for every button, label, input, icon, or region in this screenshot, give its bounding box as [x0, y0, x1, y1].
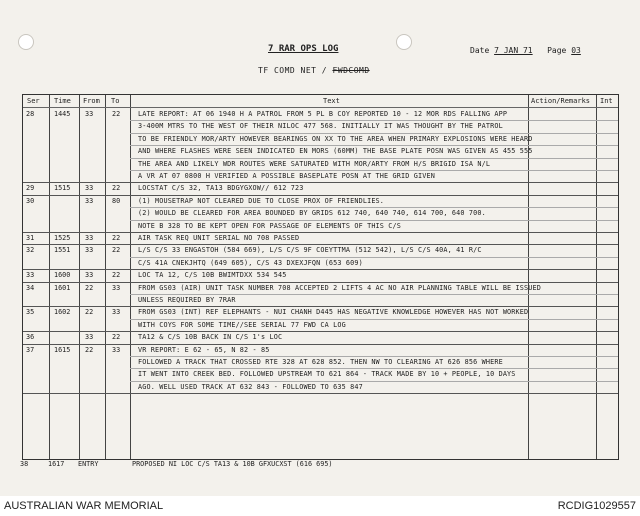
row-text-line: AND WHERE FLASHES WERE SEEN INDICATED EN MORS (60MM) THE BASE PLATE POSN WAS GIVEN AS 455 555: [138, 147, 533, 156]
row-time: 1615: [54, 345, 71, 354]
row-text-line: THE AREA AND LIKELY WDR ROUTES WERE SATURATED WITH MOR/ARTY FROM H/S BRIGID ISA N/L: [138, 159, 491, 168]
row-from: 22: [85, 308, 94, 317]
row-time: 1600: [54, 271, 71, 280]
row-ser: 33: [26, 271, 35, 280]
column-header-text: Text: [323, 97, 340, 105]
row-from: 33: [85, 196, 94, 205]
row-ser: 32: [26, 246, 35, 255]
log-title: 7 RAR OPS LOG: [268, 44, 339, 54]
last-entry-text: PROPOSED NI LOC C/S TA13 & 10B GFXUCXST (616 695): [132, 460, 333, 468]
log-table: [22, 94, 619, 460]
archive-name: AUSTRALIAN WAR MEMORIAL: [4, 500, 164, 512]
page-label: Page: [547, 46, 567, 55]
row-text-line: WITH COYS FOR SOME TIME//SEE SERIAL 77 FWD CA LOG: [138, 320, 346, 329]
row-ser: 28: [26, 110, 35, 118]
row-text-line: L/S C/S 33 ENGASTOH (584 669), L/S C/S 9F COEYTTMA (512 542), L/S C/S 40A, 41 R/C: [138, 246, 482, 255]
row-text-line: FOLLOWED A TRACK THAT CROSSED RTE 328 AT 628 852. THEN NW TO CLEARING AT 626 856 WHERE: [138, 358, 503, 366]
row-time: 1515: [54, 184, 71, 193]
row-from: 33: [85, 333, 94, 342]
row-from: 33: [85, 110, 94, 118]
column-header-int: Int: [600, 97, 613, 105]
row-ser: 30: [26, 196, 35, 205]
row-to: 22: [112, 271, 121, 280]
row-to: 80: [112, 196, 121, 205]
row-text-line: VR REPORT: E 62 - 65, N 82 - 85: [138, 345, 270, 354]
row-text-line: LATE REPORT: AT 06 1940 H A PATROL FROM 5 PL B COY REPORTED 10 - 12 MOR RDS FALLING APP: [138, 110, 508, 118]
row-text-line: TA12 & C/S 10B BACK IN C/S 1's LOC: [138, 333, 283, 342]
date-value: 7 JAN 71: [494, 46, 533, 55]
row-ser: 34: [26, 283, 35, 292]
row-time: 1602: [54, 308, 71, 317]
row-from: 33: [85, 246, 94, 255]
row-from: 22: [85, 283, 94, 292]
row-ser: 36: [26, 333, 35, 342]
row-to: 22: [112, 110, 121, 118]
row-ser: 29: [26, 184, 35, 193]
row-text-line: (1) MOUSETRAP NOT CLEARED DUE TO CLOSE PROX OF FRIENDLIES.: [138, 196, 385, 205]
row-ser: 37: [26, 345, 35, 354]
punch-hole-left: [18, 34, 34, 50]
row-from: 33: [85, 234, 94, 242]
punch-hole-right: [396, 34, 412, 50]
row-to: 22: [112, 234, 121, 242]
row-from: 33: [85, 184, 94, 193]
row-text-line: FROM GS03 (AIR) UNIT TASK NUMBER 708 ACCEPTED 2 LIFTS 4 AC NO AIR PLANNING TABLE WILL BE ISSUED: [138, 283, 541, 292]
net-name-struck: FWDCOMD: [332, 66, 370, 75]
row-to: 22: [112, 333, 121, 342]
row-from: 33: [85, 271, 94, 280]
row-time: 1445: [54, 110, 71, 118]
column-header-ser: Ser: [27, 97, 40, 105]
row-text-line: AIR TASK REQ UNIT SERIAL NO 708 PASSED: [138, 234, 300, 242]
last-entry-ser: 38: [20, 460, 29, 468]
date-label: Date: [470, 46, 490, 55]
archive-footer: [0, 496, 640, 516]
row-text-line: 3-400M MTRS TO THE WEST OF THEIR NILOC 477 568. INITIALLY IT WAS THOUGHT BY THE PATROL: [138, 122, 503, 131]
row-text-line: (2) WOULD BE CLEARED FOR AREA BOUNDED BY GRIDS 612 740, 640 740, 614 700, 640 700.: [138, 209, 486, 218]
row-text-line: UNLESS REQUIRED BY 7RAR: [138, 296, 236, 304]
row-time: 1551: [54, 246, 71, 255]
net-subtitle: [258, 66, 370, 75]
column-header-time: Time: [54, 97, 71, 105]
column-header-to: To: [111, 97, 120, 105]
row-ser: 35: [26, 308, 35, 317]
row-text-line: NOTE B 328 TO BE KEPT OPEN FOR PASSAGE OF ELEMENTS OF THIS C/S: [138, 221, 402, 230]
row-text-line: A VR AT 07 0800 H VERIFIED A POSSIBLE BASEPLATE POSN AT THE GRID GIVEN: [138, 172, 435, 180]
column-header-from: From: [83, 97, 100, 105]
last-entry-from: ENTRY: [78, 460, 99, 468]
row-text-line: IT WENT INTO CREEK BED. FOLLOWED UPSTREAM TO 621 864 - TRACK MADE BY 10 + PEOPLE, 10 DAYS: [138, 370, 516, 379]
row-text-line: LOCSTAT C/S 32, TA13 BDGYGXOW// 612 723: [138, 184, 304, 193]
row-text-line: AGO. WELL USED TRACK AT 632 843 - FOLLOWED TO 635 847: [138, 382, 363, 391]
row-text-line: C/S 41A CNEKJHTQ (649 605), C/S 43 DXEXJFQN (653 609): [138, 258, 363, 267]
date-page-field: [470, 46, 581, 55]
row-from: 22: [85, 345, 94, 354]
row-to: 33: [112, 283, 121, 292]
row-text-line: FROM GS03 (INT) REF ELEPHANTS - NUI CHANH D445 HAS NEGATIVE KNOWLEDGE HOWEVER HAS NOT WORKED: [138, 308, 529, 317]
row-time: 1601: [54, 283, 71, 292]
row-to: 33: [112, 308, 121, 317]
row-time: 1525: [54, 234, 71, 242]
last-entry-time: 1617: [48, 460, 65, 468]
row-ser: 31: [26, 234, 35, 242]
row-text-line: LOC TA 12, C/S 10B BWIMTDXX 534 545: [138, 271, 287, 280]
row-text-line: TO BE FRIENDLY MOR/ARTY HOWEVER BEARINGS ON XX TO THE AREA WHEN PRIMARY EXPLOSIONS WERE HEARD: [138, 134, 533, 143]
net-name: TF COMD NET /: [258, 66, 333, 75]
archive-record-id: RCDIG1029557: [557, 500, 636, 512]
row-to: 22: [112, 184, 121, 193]
column-header-action: Action/Remarks: [531, 97, 591, 105]
row-to: 33: [112, 345, 121, 354]
page-value: 03: [571, 46, 581, 55]
row-to: 22: [112, 246, 121, 255]
